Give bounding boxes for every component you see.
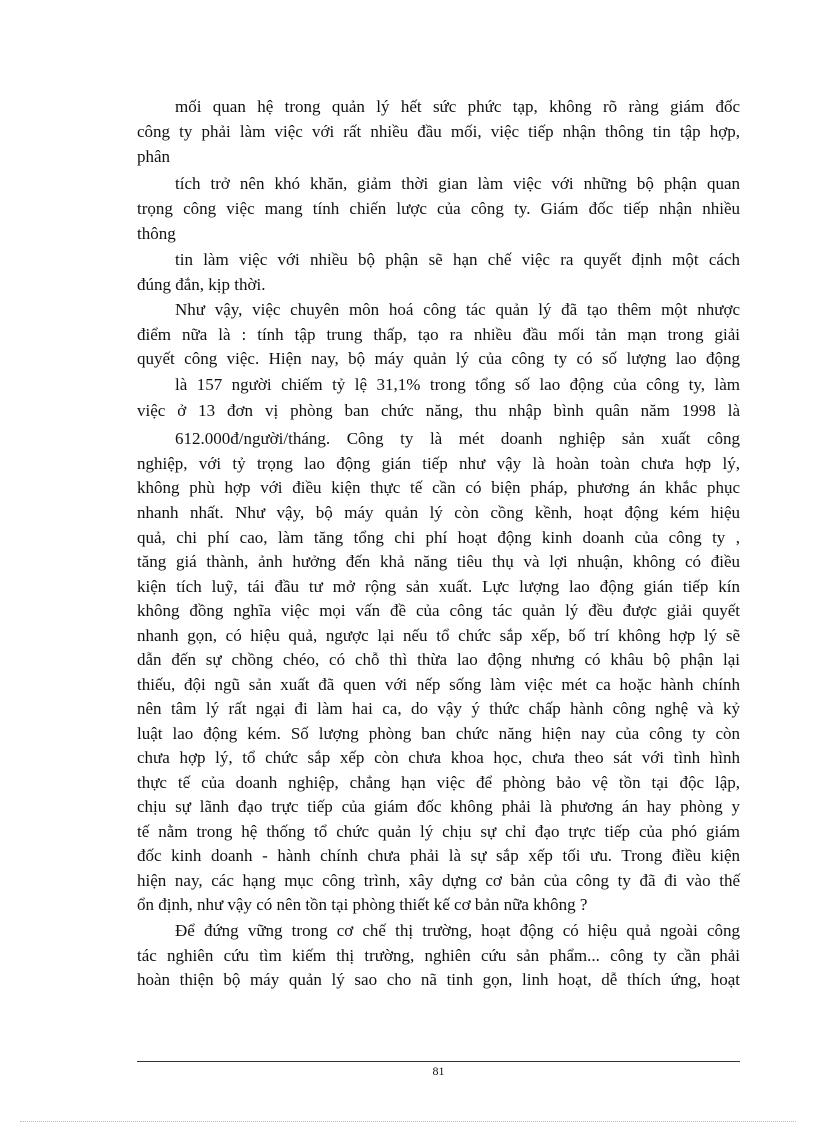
text-line: kiện tích luỹ, tái đầu tư mở rộng sản xuất. Lực lượng lao động gián tiếp kín (137, 577, 740, 596)
footer-divider (137, 1061, 740, 1062)
text-line: công ty phải làm việc với rất nhiều đầu mối, việc tiếp nhận thông tin tập hợp, (137, 122, 740, 141)
text-line: đúng đắn, kịp thời. (137, 275, 266, 294)
text-line: nhanh gọn, có hiệu quả, ngược lại nếu tổ chức sắp xếp, bố trí không hợp lý sẽ (137, 626, 740, 645)
text-line: chưa hợp lý, tổ chức sắp xếp còn chưa khoa học, chưa theo sát với tình hình (137, 748, 740, 767)
text-line: tế nằm trong hệ thống tổ chức quản lý chịu sự chỉ đạo trực tiếp của phó giám (137, 822, 740, 841)
text-line: hiện nay, các hạng mục công trình, xây dựng cơ bản của công ty đã đi vào thế (137, 871, 740, 890)
text-line: quả, chi phí cao, làm tăng tổng chi phí hoạt động kinh doanh của công ty , (137, 528, 740, 547)
text-line: nhanh nhất. Như vậy, bộ máy quản lý còn cồng kềnh, hoạt động kém hiệu (137, 503, 740, 522)
text-line: nên tâm lý rất ngại đi làm hai ca, do vậy ý thức chấp hành công nghệ và kỷ (137, 699, 740, 718)
page-edge-divider (20, 1121, 796, 1122)
text-line: mối quan hệ trong quản lý hết sức phức tạp, không rõ ràng giám đốc (175, 97, 740, 116)
text-line: quyết công việc. Hiện nay, bộ máy quản lý của công ty có số lượng lao động (137, 349, 740, 368)
text-line: Như vậy, việc chuyên môn hoá công tác quản lý đã tạo thêm một nhược (175, 300, 740, 319)
text-line: đốc kinh doanh - hành chính chưa phải là sự sắp xếp tối ưu. Trong điều kiện (137, 846, 740, 865)
text-line: điểm nữa là : tính tập trung thấp, tạo ra nhiều đầu mối tản mạn trong giải (137, 325, 740, 344)
text-line: 612.000đ/người/tháng. Công ty là mét doanh nghiệp sản xuất công (175, 429, 740, 448)
text-line: thiếu, đội ngũ sản xuất đã quen với nếp sống làm việc mét ca hoặc hành chính (137, 675, 740, 694)
text-line: thông (137, 224, 176, 243)
text-line: phân (137, 147, 171, 166)
text-line: tin làm việc với nhiều bộ phận sẽ hạn chế việc ra quyết định một cách (175, 250, 740, 269)
text-line: Để đứng vững trong cơ chế thị trường, hoạt động có hiệu quả ngoài công (175, 921, 740, 940)
text-line: ổn định, như vậy có nên tồn tại phòng thiết kế cơ bản nữa không ? (137, 895, 588, 914)
text-line: không đồng nghĩa việc mọi vấn đề của công tác quản lý đều được giải quyết (137, 601, 740, 620)
text-line: tích trở nên khó khăn, giảm thời gian làm việc với những bộ phận quan (175, 174, 740, 193)
text-line: trọng công việc mang tính chiến lược của công ty. Giám đốc tiếp nhận nhiều (137, 199, 740, 218)
text-line: thực tế của doanh nghiệp, chẳng hạn việc để phòng bảo vệ tồn tại độc lập, (137, 773, 740, 792)
text-line: việc ở 13 đơn vị phòng ban chức năng, thu nhập bình quân năm 1998 là (137, 401, 740, 420)
text-line: hoàn thiện bộ máy quản lý sao cho nã tinh gọn, linh hoạt, dễ thích ứng, hoạt (137, 970, 740, 989)
text-line: chịu sự lãnh đạo trực tiếp của giám đốc không phải là phương án hay phòng y (137, 797, 740, 816)
text-line: là 157 người chiếm tỷ lệ 31,1% trong tổng số lao động của công ty, làm (175, 375, 740, 394)
text-line: luật lao động kém. Số lượng phòng ban chức năng hiện nay của công ty còn (137, 724, 740, 743)
text-line: tăng giá thành, ảnh hưởng đến khả năng tiêu thụ và lợi nhuận, không có điều (137, 552, 740, 571)
text-line: dẫn đến sự chồng chéo, có chỗ thì thừa lao động nhưng có khâu bộ phận lại (137, 650, 740, 669)
text-line: không phù hợp với điều kiện thực tế cần có biện pháp, phương án khắc phục (137, 478, 740, 497)
text-line: nghiệp, với tỷ trọng lao động gián tiếp như vậy là hoàn toàn chưa hợp lý, (137, 454, 740, 473)
page-number: 81 (432, 1064, 445, 1078)
text-line: tác nghiên cứu tìm kiếm thị trường, nghiên cứu sản phẩm... công ty cần phải (137, 946, 740, 965)
